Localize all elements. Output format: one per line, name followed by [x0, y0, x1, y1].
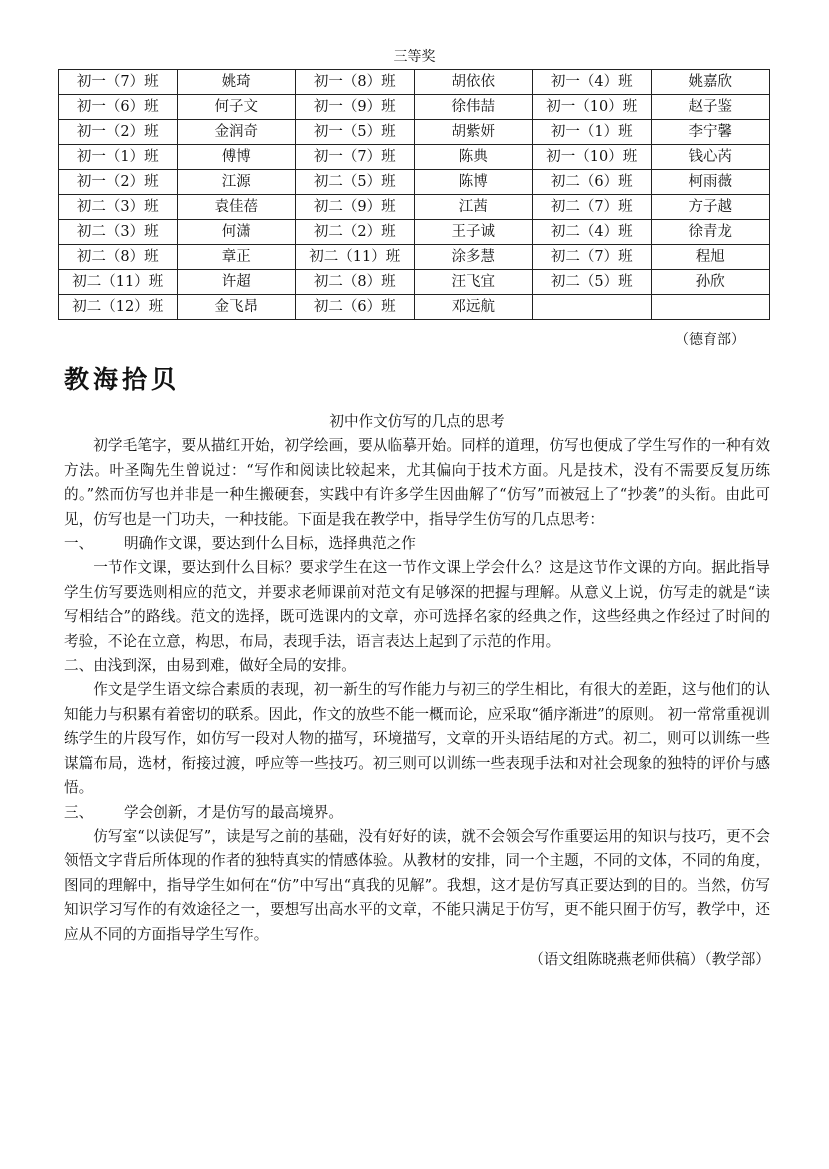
awards-table-row [59, 170, 770, 195]
student-name-cell: 王子诚 [414, 220, 533, 245]
class-cell: 初二（5）班 [533, 270, 652, 295]
class-cell: 初一（5）班 [296, 120, 415, 145]
student-name-cell [651, 295, 770, 320]
student-name-cell: 江源 [177, 170, 296, 195]
class-cell: 初二（9）班 [296, 195, 415, 220]
awards-table-row [59, 70, 770, 95]
article [64, 410, 770, 972]
awards-table [58, 69, 770, 320]
class-cell [533, 295, 652, 320]
student-name-cell: 何子文 [177, 95, 296, 120]
award-title: 三等奖 [393, 49, 436, 65]
section-heading: 教海拾贝 [64, 365, 181, 394]
awards-table-row [59, 95, 770, 120]
class-cell: 初二（12）班 [59, 295, 178, 320]
student-name-cell: 李宁馨 [651, 120, 770, 145]
student-name-cell: 徐青龙 [651, 220, 770, 245]
point-three-heading [64, 801, 770, 825]
awards-table-row [59, 220, 770, 245]
awards-table-row [59, 145, 770, 170]
class-cell: 初二（11）班 [296, 245, 415, 270]
student-name-cell: 柯雨薇 [651, 170, 770, 195]
point-one-heading [64, 532, 770, 556]
student-name-cell: 陈典 [414, 145, 533, 170]
class-cell: 初一（6）班 [59, 95, 178, 120]
class-cell: 初二（7）班 [533, 245, 652, 270]
article-credit: （语文组陈晓燕老师供稿）（教学部） [529, 950, 770, 968]
student-name-cell: 姚琦 [177, 70, 296, 95]
student-name-cell: 钱心芮 [651, 145, 770, 170]
class-cell: 初二（8）班 [59, 245, 178, 270]
awards-table-row [59, 245, 770, 270]
student-name-cell: 胡依依 [414, 70, 533, 95]
class-cell: 初一（7）班 [296, 145, 415, 170]
point-three-number: 三、 [64, 803, 94, 821]
award-department-note: （德育部） [675, 332, 745, 348]
student-name-cell: 邓远航 [414, 295, 533, 320]
student-name-cell: 何潇 [177, 220, 296, 245]
student-name-cell: 袁佳蓓 [177, 195, 296, 220]
student-name-cell: 程旭 [651, 245, 770, 270]
article-intro-paragraph: 初学毛笔字，要从描红开始，初学绘画，要从临摹开始。同样的道理，仿写也便成了学生写作的一种有效方法。叶圣陶先生曾说过：“写作和阅读比较起来，尤其偏向于技术方面。凡是技术，没有不需要反复历练的。”然而仿写也并非是一种生搬硬套，实践中有许多学生因曲解了“仿写”而被冠上了“抄袭”的头衔。由此可见，仿写也是一门功夫，一种技能。下面是我在教学中，指导学生仿写的几点思考： [64, 437, 770, 528]
student-name-cell: 涂多慧 [414, 245, 533, 270]
class-cell: 初一（1）班 [533, 120, 652, 145]
class-cell: 初二（6）班 [296, 295, 415, 320]
point-one-heading-text: 明确作文课，要达到什么目标，选择典范之作 [124, 535, 416, 553]
class-cell: 初二（4）班 [533, 220, 652, 245]
student-name-cell: 孙欣 [651, 270, 770, 295]
student-name-cell: 徐伟喆 [414, 95, 533, 120]
class-cell: 初二（11）班 [59, 270, 178, 295]
point-three-paragraph: 仿写室“以读促写”，读是写之前的基础，没有好好的读，就不会领会写作重要运用的知识与技巧，更不会领悟文字背后所体现的作者的独特真实的情感体验。从教材的安排，同一个主题，不同的文体，不同的角度，图同的理解中，指导学生如何在“仿”中写出“真我的见解”。我想，这才是仿写真正要达到的目的。当然，仿写知识学习写作的有效途径之一，要想写出高水平的文章，不能只满足于仿写，更不能只囿于仿写，教学中，还应从不同的方面指导学生写作。 [64, 827, 770, 943]
awards-table-row [59, 270, 770, 295]
class-cell: 初一（10）班 [533, 145, 652, 170]
student-name-cell: 章正 [177, 245, 296, 270]
class-cell: 初一（7）班 [59, 70, 178, 95]
point-one-number: 一、 [64, 535, 94, 553]
class-cell: 初一（2）班 [59, 170, 178, 195]
student-name-cell: 傅博 [177, 145, 296, 170]
class-cell: 初一（8）班 [296, 70, 415, 95]
class-cell: 初二（8）班 [296, 270, 415, 295]
class-cell: 初二（3）班 [59, 220, 178, 245]
class-cell: 初二（5）班 [296, 170, 415, 195]
class-cell: 初一（9）班 [296, 95, 415, 120]
point-two-heading: 二、由浅到深，由易到难，做好全局的安排。 [64, 657, 356, 675]
student-name-cell: 汪飞宜 [414, 270, 533, 295]
student-name-cell: 赵子鉴 [651, 95, 770, 120]
point-three-heading-text: 学会创新，才是仿写的最高境界。 [124, 803, 343, 821]
student-name-cell: 金飞昂 [177, 295, 296, 320]
awards-table-row [59, 295, 770, 320]
class-cell: 初一（10）班 [533, 95, 652, 120]
class-cell: 初一（1）班 [59, 145, 178, 170]
student-name-cell: 姚嘉欣 [651, 70, 770, 95]
class-cell: 初一（4）班 [533, 70, 652, 95]
point-one-paragraph: 一节作文课，要达到什么目标？要求学生在这一节作文课上学会什么？这是这节作文课的方向。据此指导学生仿写要选则相应的范文，并要求老师课前对范文有足够深的把握与理解。从意义上说，仿写走的就是“读写相结合”的路线。范文的选择，既可选课内的文章，亦可选择名家的经典之作，这些经典之作经过了时间的考验，不论在立意，构思，布局，表现手法，语言表达上起到了示范的作用。 [64, 559, 770, 650]
point-two-paragraph: 作文是学生语文综合素质的表现，初一新生的写作能力与初三的学生相比，有很大的差距，这与他们的认知能力与积累有着密切的联系。因此，作文的放些不能一概而论，应采取“循序渐进”的原则。 初一常常重视训练学生的片段写作，如仿写一段对人物的描写，环境描写，文章的开头语结尾的方式。初二，则可以训练一些谋篇布局，选材，衔接过渡，呼应等一些技巧。初三则可以训练一些表现手法和对社会现象的独特的评价与感悟。 [64, 681, 770, 797]
class-cell: 初二（2）班 [296, 220, 415, 245]
student-name-cell: 金润奇 [177, 120, 296, 145]
awards-table-row [59, 120, 770, 145]
student-name-cell: 江茜 [414, 195, 533, 220]
article-title: 初中作文仿写的几点的思考 [329, 413, 505, 430]
class-cell: 初一（2）班 [59, 120, 178, 145]
student-name-cell: 许超 [177, 270, 296, 295]
awards-table-row [59, 195, 770, 220]
class-cell: 初二（6）班 [533, 170, 652, 195]
student-name-cell: 胡紫妍 [414, 120, 533, 145]
class-cell: 初二（3）班 [59, 195, 178, 220]
student-name-cell: 陈博 [414, 170, 533, 195]
student-name-cell: 方子越 [651, 195, 770, 220]
class-cell: 初二（7）班 [533, 195, 652, 220]
